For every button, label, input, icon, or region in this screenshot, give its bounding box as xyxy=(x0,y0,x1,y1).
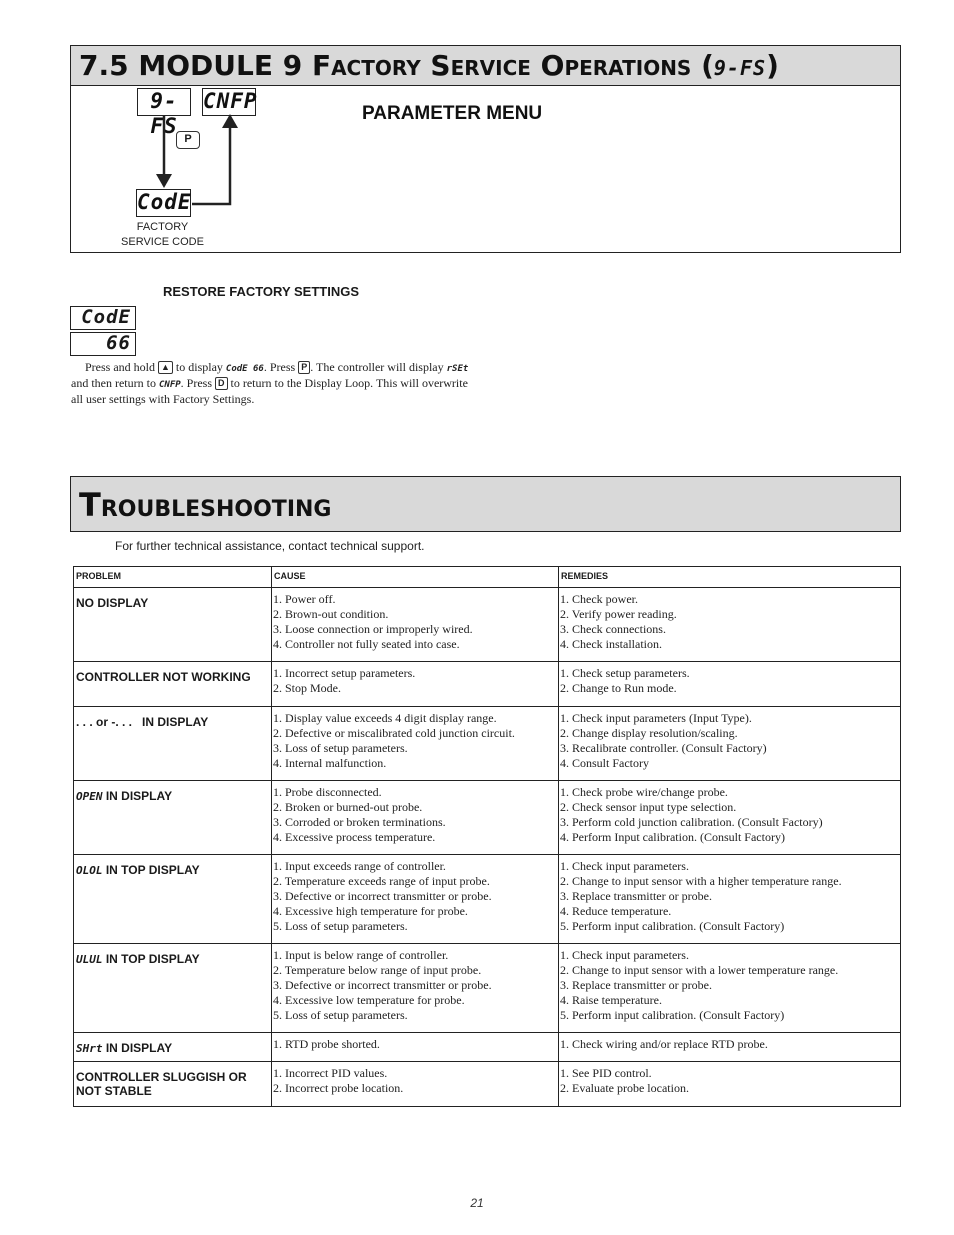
problem-text: IN TOP DISPLAY xyxy=(105,863,200,877)
table-body xyxy=(74,588,901,1107)
troubleshooting-table xyxy=(73,566,901,1107)
remedy-item: 4. Perform Input calibration. (Consult Factory) xyxy=(560,830,785,844)
cause-item: 2. Stop Mode. xyxy=(273,681,342,695)
problem-cell xyxy=(74,588,272,662)
cause-item: 4. Excessive process temperature. xyxy=(273,830,436,844)
cause-item: 5. Loss of setup parameters. xyxy=(273,1008,408,1022)
remedy-cell xyxy=(559,588,901,662)
remedy-item: 5. Perform input calibration. (Consult Factory) xyxy=(560,919,785,933)
cause-item: 4. Excessive high temperature for probe. xyxy=(273,904,468,918)
menu-flow-arrows xyxy=(140,112,240,207)
section-title-code: 9-FS xyxy=(713,56,767,80)
problem-text: IN DISPLAY xyxy=(105,789,173,803)
remedy-item: 2. Evaluate probe location. xyxy=(560,1081,689,1095)
table-row xyxy=(74,944,901,1033)
restore-text-5: and then return to xyxy=(71,376,156,390)
remedy-item: 3. Check connections. xyxy=(560,622,666,636)
remedy-cell xyxy=(559,1062,901,1107)
problem-cell xyxy=(74,1062,272,1107)
cause-item: 4. Excessive low temperature for probe. xyxy=(273,993,465,1007)
remedy-item: 2. Check sensor input type selection. xyxy=(560,800,737,814)
cause-item: 4. Internal malfunction. xyxy=(273,756,387,770)
header-problem: PROBLEM xyxy=(74,567,272,588)
remedy-item: 5. Perform input calibration. (Consult Factory) xyxy=(560,1008,785,1022)
cause-item: 3. Defective or incorrect transmitter or probe. xyxy=(273,978,492,992)
remedy-item: 1. See PID control. xyxy=(560,1066,652,1080)
remedy-item: 2. Change to input sensor with a lower temperature range. xyxy=(560,963,839,977)
label-line-1: FACTORY xyxy=(136,221,189,233)
section-title-open-paren: ( xyxy=(701,49,714,82)
remedy-cell xyxy=(559,662,901,707)
cause-item: 2. Temperature exceeds range of input probe. xyxy=(273,874,490,888)
parameter-menu-title: PARAMETER MENU xyxy=(362,103,543,124)
cause-item: 1. Probe disconnected. xyxy=(273,785,382,799)
header-remedies: REMEDIES xyxy=(559,567,901,588)
cause-item: 2. Brown-out condition. xyxy=(273,607,389,621)
cause-item: 3. Loose connection or improperly wired. xyxy=(273,622,473,636)
remedy-item: 2. Change to Run mode. xyxy=(560,681,677,695)
restore-text-2: to display xyxy=(175,360,223,374)
cause-item: 2. Broken or burned-out probe. xyxy=(273,800,423,814)
section-number: 7.5 xyxy=(79,49,129,82)
cause-item: 4. Controller not fully seated into case. xyxy=(273,637,460,651)
display-cnfp: CNFP xyxy=(202,88,256,116)
restore-instructions xyxy=(71,360,471,406)
cause-item: 1. Incorrect PID values. xyxy=(273,1066,388,1080)
cause-item: 1. Incorrect setup parameters. xyxy=(273,666,416,680)
remedy-item: 1. Check wiring and/or replace RTD probe. xyxy=(560,1037,768,1051)
header-cause: CAUSE xyxy=(272,567,559,588)
cause-item: 2. Incorrect probe location. xyxy=(273,1081,404,1095)
cause-item: 3. Defective or incorrect transmitter or probe. xyxy=(273,889,492,903)
restore-text-6: . Press xyxy=(180,376,213,390)
cause-item: 1. RTD probe shorted. xyxy=(273,1037,380,1051)
display-9fs: 9-FS xyxy=(137,88,191,116)
restore-text-4: . The controller will display xyxy=(310,360,444,374)
cause-item: 1. Display value exceeds 4 digit display range. xyxy=(273,711,497,725)
cause-item: 3. Corroded or broken terminations. xyxy=(273,815,446,829)
remedy-item: 4. Check installation. xyxy=(560,637,662,651)
table-row xyxy=(74,1062,901,1107)
problem-display-code: ULUL xyxy=(76,953,103,966)
remedy-cell xyxy=(559,944,901,1033)
display-66: 66 xyxy=(70,332,136,356)
cause-cell xyxy=(272,707,559,781)
section-header-module-9 xyxy=(70,45,901,86)
problem-cell xyxy=(74,855,272,944)
d-key-icon: D xyxy=(215,377,228,390)
support-note: For further technical assistance, contact technical support. xyxy=(115,539,425,553)
display-code-restore: CodE xyxy=(70,306,136,330)
remedy-cell xyxy=(559,781,901,855)
cause-item: 1. Power off. xyxy=(273,592,336,606)
table-row xyxy=(74,707,901,781)
problem-text: NO DISPLAY xyxy=(76,596,149,610)
section-header-troubleshooting xyxy=(70,476,901,532)
remedy-item: 4. Consult Factory xyxy=(560,756,649,770)
remedy-item: 3. Replace transmitter or probe. xyxy=(560,889,712,903)
problem-cell xyxy=(74,662,272,707)
remedy-item: 1. Check input parameters. xyxy=(560,859,689,873)
remedy-item: 4. Raise temperature. xyxy=(560,993,662,1007)
cause-cell xyxy=(272,662,559,707)
table-row xyxy=(74,1033,901,1062)
problem-cell xyxy=(74,707,272,781)
restore-text-3: . Press xyxy=(263,360,296,374)
inline-rset: rSEt xyxy=(446,364,469,374)
remedy-item: 2. Change to input sensor with a higher temperature range. xyxy=(560,874,842,888)
inline-cnfp: CNFP xyxy=(158,380,181,390)
remedy-cell xyxy=(559,855,901,944)
section-title-close-paren: ) xyxy=(766,49,779,82)
remedy-cell xyxy=(559,1033,901,1062)
remedy-item: 1. Check power. xyxy=(560,592,638,606)
restore-factory-settings-title: RESTORE FACTORY SETTINGS xyxy=(163,284,359,299)
inline-code-66: CodE 66 xyxy=(225,364,264,374)
section-title-module: MODULE 9 xyxy=(138,49,303,82)
cause-cell xyxy=(272,588,559,662)
problem-display-code: SHrt xyxy=(76,1042,103,1055)
page-number: 21 xyxy=(470,1196,484,1210)
cause-item: 2. Temperature below range of input probe. xyxy=(273,963,482,977)
remedy-item: 3. Recalibrate controller. (Consult Factory) xyxy=(560,741,767,755)
table-row xyxy=(74,588,901,662)
remedy-item: 1. Check setup parameters. xyxy=(560,666,690,680)
display-code: CodE xyxy=(136,189,191,217)
up-arrow-icon xyxy=(192,114,238,204)
problem-cell xyxy=(74,781,272,855)
problem-display-code: OLOL xyxy=(76,864,103,877)
label-line-2: SERVICE CODE xyxy=(121,236,204,248)
cause-cell xyxy=(272,1033,559,1062)
problem-text: CONTROLLER SLUGGISH OR NOT STABLE xyxy=(76,1070,251,1098)
remedy-item: 1. Check probe wire/change probe. xyxy=(560,785,728,799)
restore-text-7: to return to the Display Loop. This will overwrite all user settings with Factory Settings. xyxy=(71,376,468,406)
up-key-icon: ▲ xyxy=(158,361,173,374)
table-row xyxy=(74,855,901,944)
cause-cell xyxy=(272,944,559,1033)
remedy-cell xyxy=(559,707,901,781)
table-row xyxy=(74,781,901,855)
table-row xyxy=(74,662,901,707)
problem-text: . . . or -. . . IN DISPLAY xyxy=(76,715,209,729)
problem-text: CONTROLLER NOT WORKING xyxy=(76,670,251,684)
cause-item: 1. Input exceeds range of controller. xyxy=(273,859,446,873)
remedy-item: 2. Change display resolution/scaling. xyxy=(560,726,738,740)
remedy-item: 2. Verify power reading. xyxy=(560,607,677,621)
cause-cell xyxy=(272,855,559,944)
down-arrow-icon xyxy=(156,116,172,188)
restore-text-1: Press and hold xyxy=(85,360,155,374)
remedy-item: 4. Reduce temperature. xyxy=(560,904,672,918)
cause-item: 5. Loss of setup parameters. xyxy=(273,919,408,933)
problem-text: IN TOP DISPLAY xyxy=(105,952,200,966)
remedy-item: 1. Check input parameters. xyxy=(560,948,689,962)
remedy-item: 3. Replace transmitter or probe. xyxy=(560,978,712,992)
cause-item: 1. Input is below range of controller. xyxy=(273,948,449,962)
cause-cell xyxy=(272,1062,559,1107)
problem-cell xyxy=(74,944,272,1033)
cause-item: 3. Loss of setup parameters. xyxy=(273,741,408,755)
problem-text: IN DISPLAY xyxy=(105,1041,173,1055)
problem-display-code: OPEN xyxy=(76,790,103,803)
cause-item: 2. Defective or miscalibrated cold junction circuit. xyxy=(273,726,515,740)
remedy-item: 3. Perform cold junction calibration. (Consult Factory) xyxy=(560,815,823,829)
troubleshooting-title: Troubleshooting xyxy=(79,486,332,524)
factory-service-code-label xyxy=(110,220,215,250)
problem-cell xyxy=(74,1033,272,1062)
cause-cell xyxy=(272,781,559,855)
remedy-item: 1. Check input parameters (Input Type). xyxy=(560,711,752,725)
p-key-inline-icon: P xyxy=(298,361,310,374)
p-key-icon: P xyxy=(176,131,200,149)
section-title-factory-service: Factory Service Operations xyxy=(311,49,692,82)
table-header-row xyxy=(74,567,901,588)
